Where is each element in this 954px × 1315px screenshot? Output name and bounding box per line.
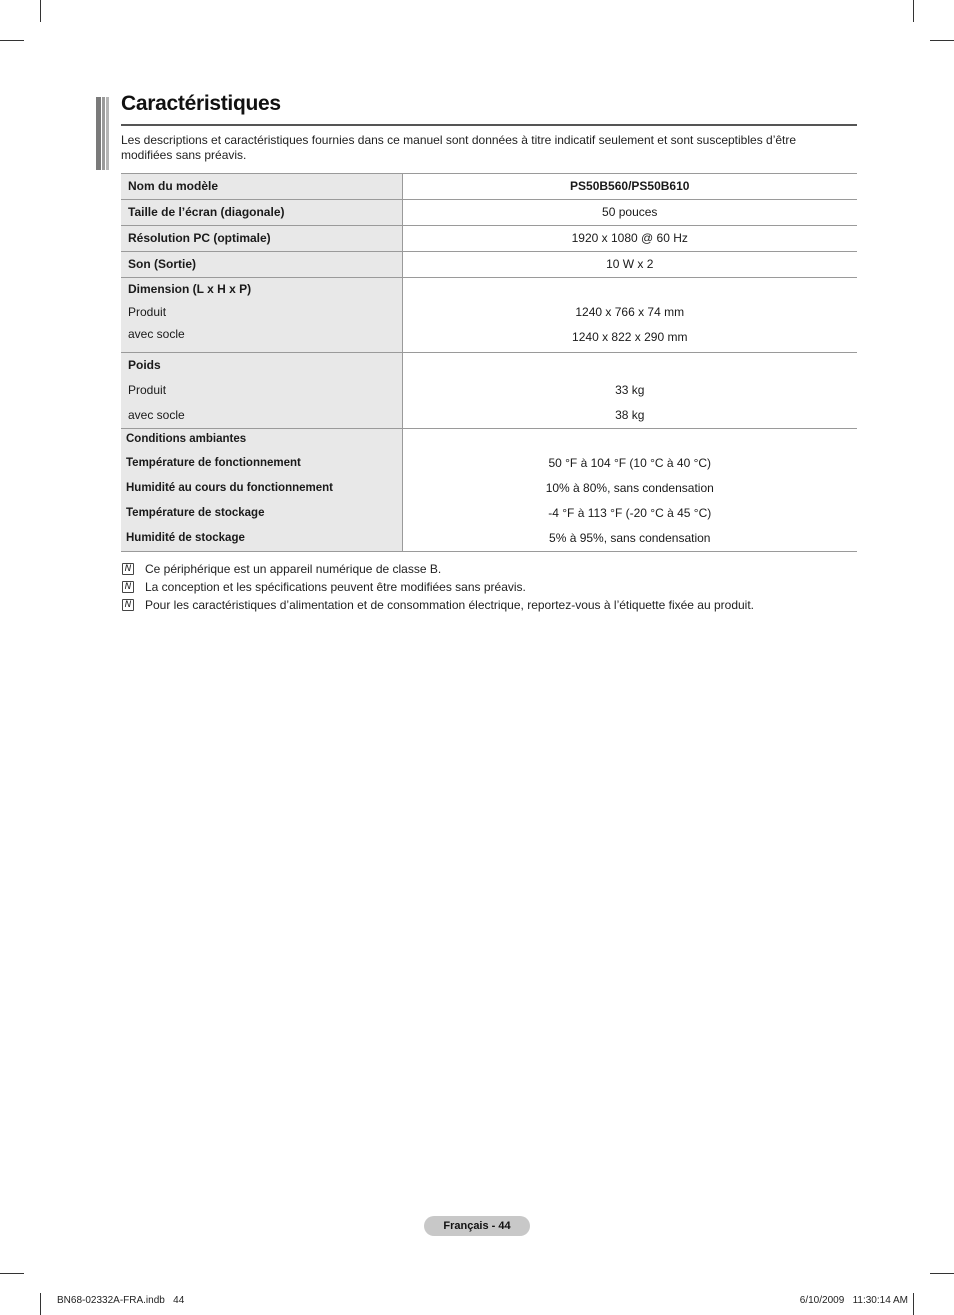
note-text: Pour les caractéristiques d’alimentation et de consommation électrique, reportez-vous à l’étiquette fixée au produit. — [145, 598, 754, 612]
weight-stand-value: 38 kg — [615, 408, 645, 422]
specs-table — [121, 173, 857, 552]
weight-product-label: Produit — [128, 383, 167, 397]
op-temp-label: Température de fonctionnement — [126, 457, 301, 469]
table-row — [121, 429, 857, 552]
dimension-stand-value: 1240 x 822 x 290 mm — [572, 330, 688, 344]
storage-humidity-label: Humidité de stockage — [126, 532, 245, 544]
crop-mark — [930, 40, 954, 41]
table-row — [121, 252, 857, 278]
sound-value: 10 W x 2 — [606, 257, 654, 271]
list-item — [122, 578, 754, 596]
note-icon: N — [122, 581, 134, 593]
page-number-badge: Français - 44 — [424, 1216, 530, 1236]
dimension-product-label: Produit — [128, 305, 167, 319]
crop-mark — [0, 40, 24, 41]
model-label: Nom du modèle — [128, 179, 219, 193]
weight-stand-label: avec socle — [128, 408, 185, 422]
note-text: Ce périphérique est un appareil numérique de classe B. — [145, 562, 442, 576]
table-row — [121, 226, 857, 252]
storage-humidity-value: 5% à 95%, sans condensation — [549, 531, 711, 545]
env-label: Conditions ambiantes — [126, 433, 247, 445]
weight-label: Poids — [128, 358, 161, 372]
title-rule — [121, 124, 857, 126]
crop-mark — [930, 1273, 954, 1274]
dimension-label: Dimension (L x H x P) — [128, 282, 252, 296]
table-row — [121, 174, 857, 200]
weight-product-value: 33 kg — [615, 383, 645, 397]
table-row — [121, 200, 857, 226]
page-title: Caractéristiques — [121, 92, 281, 115]
storage-temp-label: Température de stockage — [126, 507, 265, 519]
intro-text: Les descriptions et caractéristiques fournies dans ce manuel sont données à titre indicatif seulement et sont susceptibles d’être modifiées sans préavis. — [121, 133, 797, 162]
resolution-label: Résolution PC (optimale) — [128, 231, 271, 245]
list-item — [122, 560, 754, 578]
screen-label: Taille de l’écran (diagonale) — [128, 205, 285, 219]
storage-temp-value: -4 °F à 113 °F (-20 °C à 45 °C) — [548, 506, 712, 520]
crop-mark — [913, 1293, 914, 1315]
notes-list — [122, 560, 754, 614]
crop-mark — [40, 0, 41, 22]
section-marker — [96, 97, 110, 170]
op-temp-value: 50 °F à 104 °F (10 °C à 40 °C) — [548, 456, 712, 470]
resolution-value: 1920 x 1080 @ 60 Hz — [571, 231, 688, 245]
note-icon: N — [122, 599, 134, 611]
note-icon: N — [122, 563, 134, 575]
dimension-stand-label: avec socle — [128, 327, 185, 341]
model-value: PS50B560/PS50B610 — [570, 179, 690, 193]
print-file-info: BN68-02332A-FRA.indb 44 — [57, 1295, 185, 1306]
crop-mark — [913, 0, 914, 22]
sound-label: Son (Sortie) — [128, 257, 196, 271]
note-text: La conception et les spécifications peuvent être modifiées sans préavis. — [145, 580, 526, 594]
crop-mark — [40, 1293, 41, 1315]
table-row — [121, 353, 857, 429]
crop-mark — [0, 1273, 24, 1274]
dimension-product-value: 1240 x 766 x 74 mm — [575, 305, 685, 319]
list-item — [122, 596, 754, 614]
screen-value: 50 pouces — [602, 205, 658, 219]
table-row — [121, 278, 857, 353]
op-humidity-value: 10% à 80%, sans condensation — [545, 481, 714, 495]
op-humidity-label: Humidité au cours du fonctionnement — [126, 482, 334, 494]
print-timestamp: 6/10/2009 11:30:14 AM — [799, 1295, 908, 1306]
